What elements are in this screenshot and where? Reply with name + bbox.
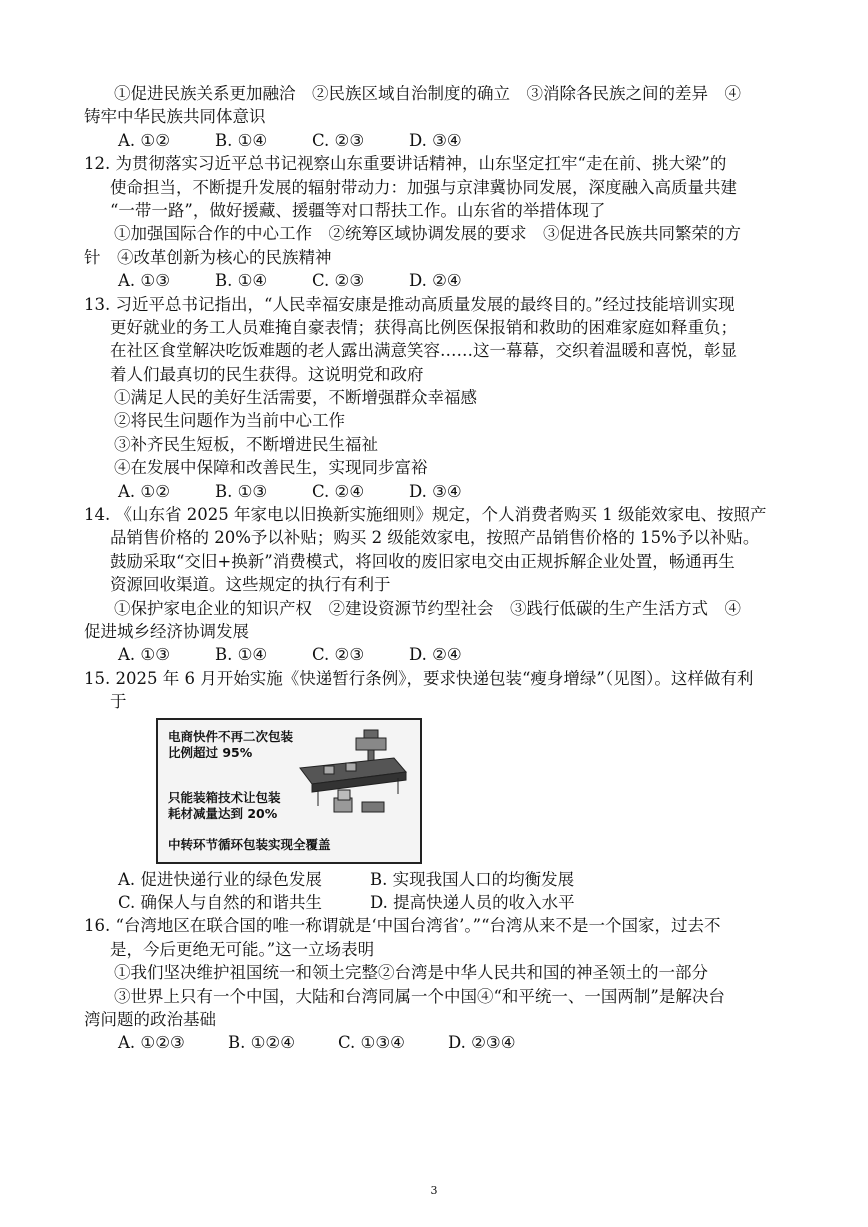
q13-statement-2: ②将民生问题作为当前中心工作	[114, 411, 345, 431]
q15-option-a[interactable]: A. 促进快递行业的绿色发展	[118, 869, 322, 889]
q13-option-b[interactable]: B. ①③	[215, 481, 268, 501]
figure-text-3: 只能装箱技术让包装	[168, 789, 281, 805]
q11-statements-line1: ①促进民族关系更加融洽 ②民族区域自治制度的确立 ③消除各民族之间的差异 ④	[114, 84, 741, 103]
q16-option-a[interactable]: A. ①②③	[118, 1033, 185, 1053]
q14-option-a[interactable]: A. ①③	[118, 645, 170, 665]
q12-stem-line2: 使命担当，不断提升发展的辐射带动力：加强与京津冀协同发展，深度融入高质量共建	[110, 177, 737, 197]
q14-stem-line2: 品销售价格的 20%予以补贴；购买 2 级能效家电，按照产品销售价格的 15%予以补贴。	[110, 528, 760, 548]
q12-stem-line3: “一带一路”，做好援藏、援疆等对口帮扶工作。山东省的举措体现了	[110, 200, 606, 220]
express-packaging-figure	[156, 718, 422, 864]
conveyor-robot-illustration	[294, 728, 414, 828]
exam-page	[84, 82, 784, 1055]
q14-option-c[interactable]: C. ②③	[312, 645, 365, 665]
q13-option-a[interactable]: A. ①②	[118, 481, 170, 501]
q15-stem-line2: 于	[110, 692, 127, 712]
q13-statement-1: ①满足人民的美好生活需要，不断增强群众幸福感	[114, 388, 477, 408]
q14-stem-line4: 资源回收渠道。这些规定的执行有利于	[110, 575, 391, 595]
q16-statement-line1: ①我们坚决维护祖国统一和领土完整②台湾是中华人民共和国的神圣领土的一部分	[114, 963, 708, 983]
q15-options-row1	[84, 868, 784, 891]
q12-option-c[interactable]: C. ②③	[312, 271, 365, 291]
figure-text-4: 耗材减量达到 20%	[168, 805, 278, 821]
q16-options	[84, 1031, 784, 1054]
q15-options-row2	[84, 891, 784, 914]
figure-text-1: 电商快件不再二次包装	[168, 728, 294, 744]
q12-options	[84, 269, 784, 292]
q12-statements-line1: ①加强国际合作的中心工作 ②统筹区域协调发展的要求 ③促进各民族共同繁荣的方	[114, 224, 741, 244]
q16-option-b[interactable]: B. ①②④	[228, 1033, 295, 1053]
q11-option-d[interactable]: D. ③④	[409, 130, 462, 150]
q13-stem-line3: 在社区食堂解决吃饭难题的老人露出满意笑容……这一幕幕，交织着温暖和喜悦，彰显	[110, 341, 737, 361]
q14-options	[84, 643, 784, 666]
q13-options	[84, 480, 784, 503]
q16-statement-line2: ③世界上只有一个中国，大陆和台湾同属一个中国④“和平统一、一国两制”是解决台	[114, 986, 725, 1006]
q14-statements-line1: ①保护家电企业的知识产权 ②建设资源节约型社会 ③践行低碳的生产生活方式 ④	[114, 598, 741, 618]
q16-stem-line2: 是，今后更绝无可能。”这一立场表明	[110, 939, 375, 959]
q13-stem-line4: 着人们最真切的民生获得。这说明党和政府	[110, 364, 424, 384]
q14-stem-line3: 鼓励采取“交旧+换新”消费模式，将回收的废旧家电交由正规拆解企业处置，畅通再生	[110, 551, 735, 571]
q14-stem-line1: 14. 《山东省 2025 年家电以旧换新实施细则》规定，个人消费者购买 1 级能效家电、按照产	[84, 505, 767, 525]
q11-option-b[interactable]: B. ①④	[215, 130, 268, 150]
q14-statements-line2: 促进城乡经济协调发展	[84, 621, 249, 641]
q12-option-a[interactable]: A. ①③	[118, 271, 170, 291]
q11-options	[84, 129, 784, 152]
page-number: 3	[430, 1184, 438, 1197]
q13-stem-line2: 更好就业的务工人员难掩自豪表情；获得高比例医保报销和救助的困难家庭如释重负；	[110, 317, 737, 337]
q14-option-b[interactable]: B. ①④	[215, 645, 268, 665]
q15-option-d[interactable]: D. 提高快递人员的收入水平	[370, 892, 575, 912]
q12-statements-line2: 针 ④改革创新为核心的民族精神	[84, 247, 332, 267]
q13-stem-line1: 13. 习近平总书记指出，“人民幸福安康是推动高质量发展的最终目的。”经过技能培训实现	[84, 294, 735, 314]
q12-stem-line1: 12. 为贯彻落实习近平总书记视察山东重要讲话精神，山东坚定扛牢“走在前、挑大梁”的	[84, 154, 727, 174]
q15-option-c[interactable]: C. 确保人与自然的和谐共生	[118, 892, 323, 912]
q15-stem-line1: 15. 2025 年 6 月开始实施《快递暂行条例》，要求快递包装“瘦身增绿”（见图）。这样做有利	[84, 668, 754, 688]
q15-option-b[interactable]: B. 实现我国人口的均衡发展	[370, 869, 575, 889]
q16-stem-line1: 16. “台湾地区在联合国的唯一称谓就是‘中国台湾省’。”“台湾从来不是一个国家，过去不	[84, 916, 721, 936]
q12-option-b[interactable]: B. ①④	[215, 271, 268, 291]
q13-statement-3: ③补齐民生短板，不断增进民生福祉	[114, 434, 378, 454]
q13-option-d[interactable]: D. ③④	[409, 481, 462, 501]
q14-option-d[interactable]: D. ②④	[409, 645, 462, 665]
figure-text-5: 中转环节循环包装实现全覆盖	[168, 836, 331, 852]
q13-statement-4: ④在发展中保障和改善民生，实现同步富裕	[114, 458, 428, 478]
q11-statements-line2: 铸牢中华民族共同体意识	[84, 107, 266, 127]
q11-option-c[interactable]: C. ②③	[312, 130, 365, 150]
q16-statement-line3: 湾问题的政治基础	[84, 1009, 216, 1029]
q13-option-c[interactable]: C. ②④	[312, 481, 365, 501]
q11-option-a[interactable]: A. ①②	[118, 130, 170, 150]
q16-option-d[interactable]: D. ②③④	[448, 1033, 516, 1053]
figure-text-2: 比例超过 95%	[168, 744, 253, 760]
q16-option-c[interactable]: C. ①③④	[338, 1033, 405, 1053]
q12-option-d[interactable]: D. ②④	[409, 271, 462, 291]
